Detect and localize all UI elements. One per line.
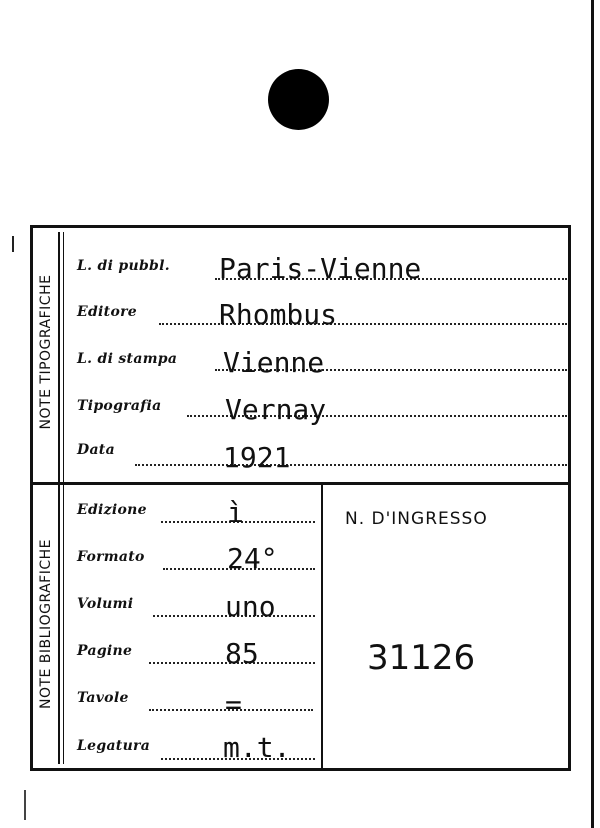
field-value: Paris-Vienne [219,252,422,285]
ingresso-number: 31126 [367,638,476,678]
section-label-bibliografiche: NOTE BIBLIOGRAFICHE [38,538,54,710]
scan-mark [24,790,26,820]
field-value: Vernay [225,393,327,426]
field-label: Editore [77,304,137,320]
ingresso-title: N. D'INGRESSO [345,509,488,529]
field-value: m.t. [223,731,291,764]
dotted-line [135,464,567,466]
section-divider [33,482,568,485]
scan-mark [12,236,14,252]
field-value: 85 [225,637,259,670]
field-label: L. di stampa [77,351,178,367]
field-value: Vienne [223,346,325,379]
margin-rule [58,232,60,764]
column-divider [321,485,323,768]
card-edge [591,0,594,828]
field-value: ì [227,496,244,529]
field-value: Rhombus [219,298,338,331]
field-value: 1921 [223,441,291,474]
catalog-card [30,225,571,771]
field-label: Pagine [77,643,133,659]
field-label: L. di pubbl. [77,258,170,274]
field-label: Tavole [77,690,129,706]
field-value: 24° [227,542,278,575]
field-label: Formato [77,549,145,565]
field-label: Legatura [77,738,151,754]
margin-rule [63,232,64,764]
section-label-tipografiche: NOTE TIPOGRAFICHE [38,274,54,430]
field-label: Edizione [77,502,147,518]
field-label: Tipografia [77,398,162,414]
field-label: Data [77,442,115,458]
field-label: Volumi [77,596,134,612]
field-value: = [225,688,242,721]
field-value: uno [225,590,276,623]
punch-hole [268,69,329,130]
